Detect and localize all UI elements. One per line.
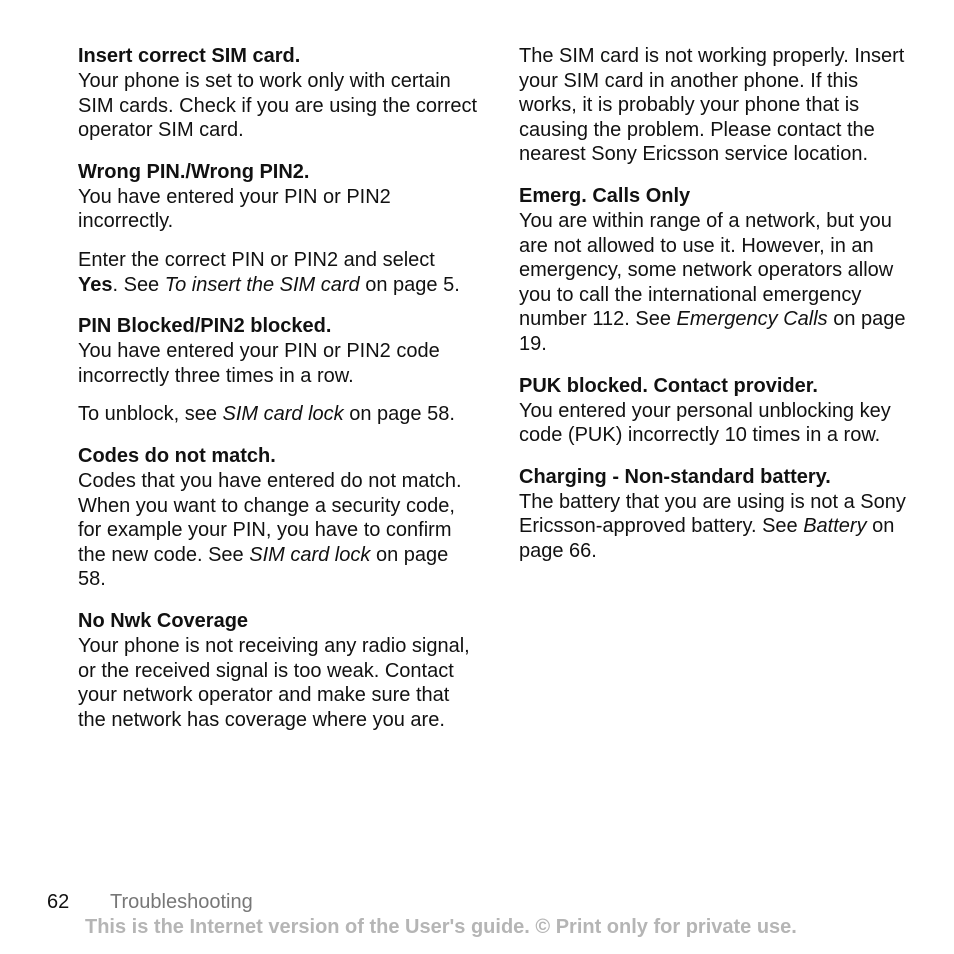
- emergency-only-text: [519, 209, 919, 357]
- codes-mismatch-text-part: on page 58.: [78, 543, 449, 591]
- wrong-pin-heading: Wrong PIN./Wrong PIN2.: [78, 160, 310, 183]
- no-coverage-text: Your phone is not receiving any radio signal, or the received signal is too weak. Contact your network operator and make sure that the network has coverage where you are.: [78, 634, 470, 731]
- charging-heading: Charging - Non-standard battery.: [519, 465, 831, 488]
- insert-sim-text: Your phone is set to work only with certain SIM cards. Check if you are using the correct operator SIM card.: [78, 70, 478, 142]
- sim-card-lock-reference: SIM card lock: [249, 543, 371, 566]
- insert-sim-reference: To insert the SIM card: [164, 273, 360, 296]
- right-column: [519, 44, 919, 581]
- pin-blocked-instruction-part: on page 58.: [343, 403, 455, 426]
- disclaimer: This is the Internet version of the User's guide. © Print only for private use.: [85, 916, 797, 938]
- pin-blocked-text: You have entered your PIN or PIN2 code incorrectly three times in a row.: [78, 340, 440, 387]
- codes-mismatch-section: [78, 444, 478, 592]
- section-name: Troubleshooting: [110, 891, 253, 913]
- wrong-pin-instruction-part: on page 5.: [359, 273, 460, 296]
- page-number: 62: [47, 891, 70, 913]
- puk-blocked-text: You entered your personal unblocking key code (PUK) incorrectly 10 times in a row.: [519, 399, 891, 447]
- insert-sim-section: [78, 44, 478, 143]
- charging-text-part: on page 66.: [519, 515, 895, 562]
- emergency-only-section: [519, 184, 919, 357]
- pin-blocked-heading: PIN Blocked/PIN2 blocked.: [78, 315, 332, 338]
- emergency-only-heading: Emerg. Calls Only: [519, 184, 691, 207]
- pin-blocked-section: [78, 314, 478, 427]
- charging-section: [519, 465, 919, 564]
- puk-blocked-section: [519, 374, 919, 448]
- battery-reference: Battery: [803, 515, 867, 538]
- wrong-pin-text: You have entered your PIN or PIN2 incorrectly.: [78, 185, 391, 233]
- left-column: [78, 44, 478, 749]
- emergency-only-text-part: You are within range of a network, but you are not allowed to use it. However, in an emergency, some network operators allow you to call the international emergency number 112. See: [519, 209, 894, 331]
- pin-blocked-instruction-part: To unblock, see: [78, 403, 223, 426]
- puk-blocked-heading: PUK blocked. Contact provider.: [519, 374, 818, 397]
- charging-text: [519, 490, 919, 564]
- wrong-pin-instruction: [78, 248, 478, 297]
- no-coverage-section: [78, 609, 478, 732]
- wrong-pin-instruction-part: . See: [112, 273, 165, 296]
- emergency-only-text-part: on page 19.: [519, 308, 906, 355]
- yes-option-label: Yes: [78, 273, 113, 296]
- codes-mismatch-heading: Codes do not match.: [78, 444, 276, 467]
- codes-mismatch-text-part: Codes that you have entered do not match. When you want to change a security code, for example your PIN, you have to confirm the new code. See: [78, 469, 462, 566]
- codes-mismatch-text: [78, 469, 478, 592]
- emergency-calls-reference: Emergency Calls: [676, 308, 828, 331]
- no-coverage-heading: No Nwk Coverage: [78, 609, 249, 632]
- sim-fault-text: The SIM card is not working properly. Insert your SIM card in another phone. If this works, it is probably your phone that is causing the problem. Please contact the nearest Sony Ericsson service location.: [519, 45, 905, 166]
- sim-fault-section: [519, 44, 919, 167]
- wrong-pin-section: [78, 160, 478, 297]
- pin-blocked-instruction: [78, 402, 478, 427]
- sim-card-lock-reference: SIM card lock: [222, 403, 344, 426]
- charging-text-part: The battery that you are using is not a Sony Ericsson-approved battery. See: [519, 490, 906, 538]
- wrong-pin-instruction-part: Enter the correct PIN or PIN2 and select: [78, 248, 435, 271]
- insert-sim-heading: Insert correct SIM card.: [78, 45, 301, 67]
